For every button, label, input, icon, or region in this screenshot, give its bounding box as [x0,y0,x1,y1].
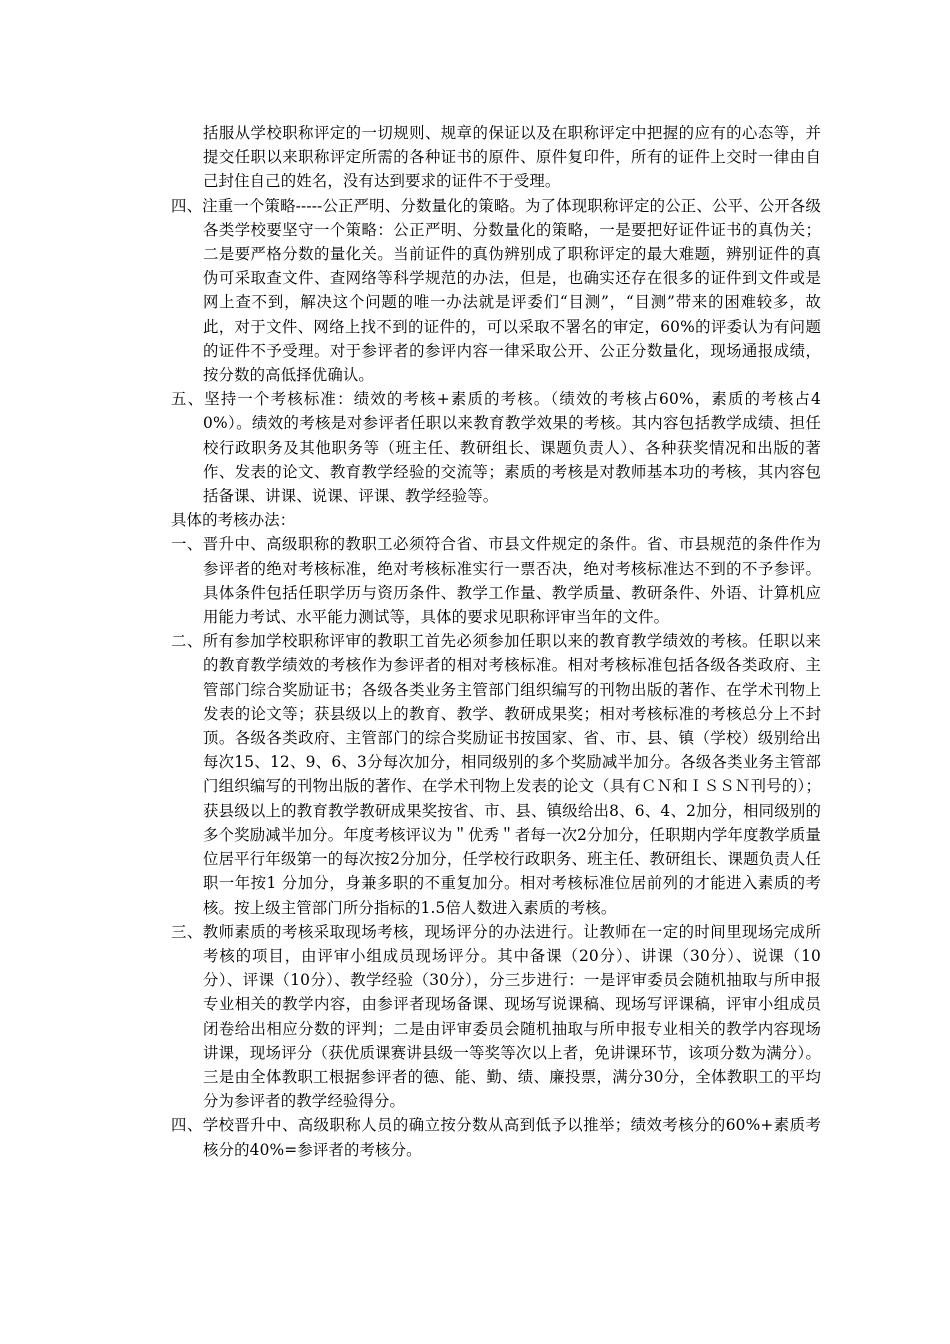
method-item-3: 三、教师素质的考核采取现场考核，现场评分的办法进行。让教师在一定的时间里现场完成所考核的项目，由评审小组成员现场评分。其中备课（20分）、讲课（30分）、说课（10分）、评课（10分）、教学经验（30分），分三步进行：一是评审委员会随机抽取与所申报专业相关的教学内容，由参评者现场备课、现场写说课稿、现场写评课稿，评审小组成员闭卷给出相应分数的评判；二是由评审委员会随机抽取与所申报专业相关的教学内容现场讲课，现场评分（获优质课赛讲县级一等奖等次以上者，免讲课环节，该项分数为满分）。三是由全体教职工根据参评者的德、能、勤、绩、廉投票，满分30分，全体教职工的平均分为参评者的教学经验得分。 [171,922,821,1111]
method-heading: 具体的考核办法： [171,511,296,530]
method-item-4: 四、学校晋升中、高级职称人员的确立按分数从高到低予以推举；绩效考核分的60%+素质考核分的40%=参评者的考核分。 [171,1116,821,1159]
document-body [171,121,821,1162]
continuation-paragraph: 括服从学校职称评定的一切规则、规章的保证以及在职称评定中把握的应有的心态等，并提交任职以来职称评定所需的各种证书的原件、原件复印件，所有的证件上交时一律由自己封住自己的姓名，没有达到要求的证件不于受理。 [203,124,821,191]
method-item-2: 二、所有参加学校职称评审的教职工首先必须参加任职以来的教育教学绩效的考核。任职以来的教育教学绩效的考核作为参评者的相对考核标准。相对考核标准包括各级各类政府、主管部门综合奖励证书；各级各类业务主管部门组织编写的刊物出版的著作、在学术刊物上发表的论文等；获县级以上的教育、教学、教研成果奖；相对考核标准的考核总分上不封顶。各级各类政府、主管部门的综合奖励证书按国家、省、市、县、镇（学校）级别给出每次15、12、9、6、3分每次加分，相同级别的多个奖励减半加分。各级各类业务主管部门组织编写的刊物出版的著作、在学术刊物上发表的论文（具有ＣＮ和ＩＳＳＮ刊号的）；获县级以上的教育教学教研成果奖按省、市、县、镇级给出8、6、4、2加分，相同级别的多个奖励减半加分。年度考核评议为＂优秀＂者每一次2分加分，任职期内学年度教学质量位居平行年级第一的每次按2分加分，任学校行政职务、班主任、教研组长、课题负责人任职一年按1 分加分，身兼多职的不重复加分。相对考核标准位居前列的才能进入素质的考核。按上级主管部门所分指标的1.5倍人数进入素质的考核。 [171,632,821,917]
method-item-1: 一、晋升中、高级职称的教职工必须符合省、市县文件规定的条件。省、市县规范的条件作为参评者的绝对考核标准，绝对考核标准实行一票否决，绝对考核标准达不到的不予参评。具体条件包括任职学历与资历条件、教学工作量、教学质量、教研条件、外语、计算机应用能力考试、水平能力测试等，具体的要求见职称评审当年的文件。 [171,535,821,627]
standard-item: 五、坚持一个考核标准：绩效的考核+素质的考核。（绩效的考核占60%，素质的考核占40%）。绩效的考核是对参评者任职以来教育教学效果的考核。其内容包括教学成绩、担任校行政职务及其他职务等（班主任、教研组长、课题负责人）、各种获奖情况和出版的著作、发表的论文、教育教学经验的交流等；素质的考核是对教师基本功的考核，其内容包括备课、讲课、说课、评课、教学经验等。 [171,390,821,506]
strategy-item: 四、注重一个策略-----公正严明、分数量化的策略。为了体现职称评定的公正、公平、公开各级各类学校要坚守一个策略：公正严明、分数量化的策略，一是要把好证件证书的真伪关；二是要严格分数的量化关。当前证件的真伪辨别成了职称评定的最大难题，辨别证件的真伪可采取查文件、查网络等科学规范的办法，但是，也确实还存在很多的证件到文件或是网上查不到，解决这个问题的唯一办法就是评委们“目测”，“目测”带来的困难较多，故此，对于文件、网络上找不到的证件的，可以采取不署名的审定，60%的评委认为有问题的证件不予受理。对于参评者的参评内容一律采取公开、公正分数量化，现场通报成绩，按分数的高低择优确认。 [171,196,821,385]
